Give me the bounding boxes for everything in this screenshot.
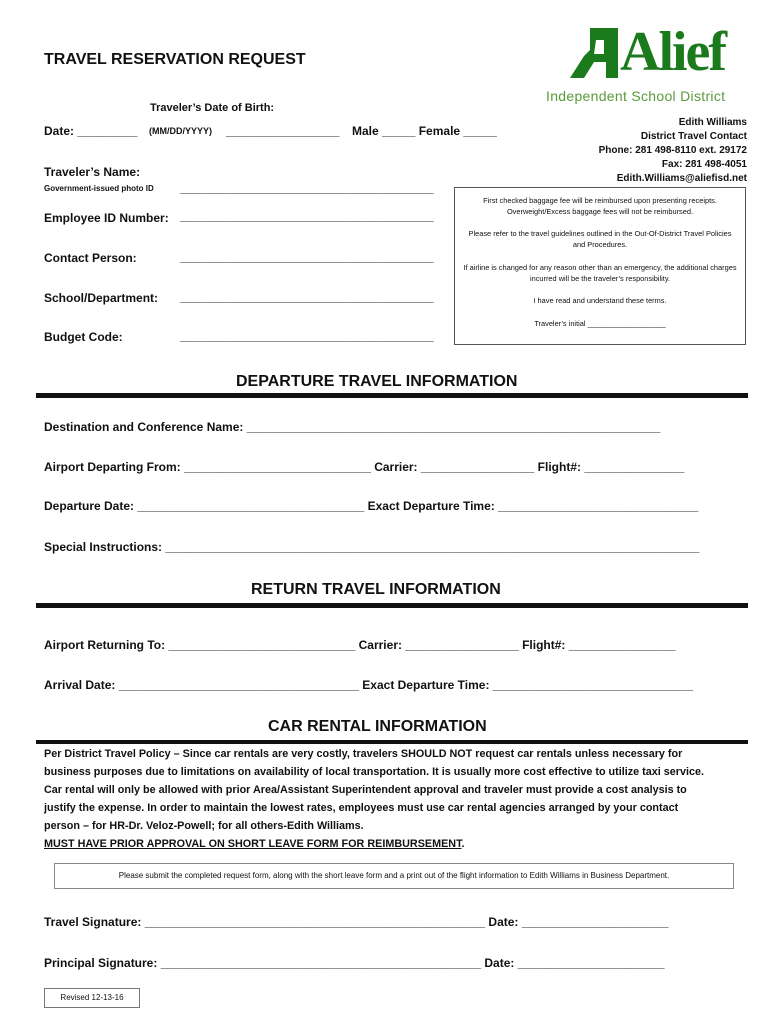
notice-baggage: First checked baggage fee will be reimbursed upon presenting receipts. Overweight/Excess baggage fees will not be reimbursed. xyxy=(483,196,717,216)
policy-line: business purposes due to limitations on availability of local transportation. It is usually more cost effective to utilize taxi service. xyxy=(44,766,704,778)
page-title: TRAVEL RESERVATION REQUEST xyxy=(44,51,306,68)
principal-signature-row[interactable]: Principal Signature: ________________________________________________ Date: ______________________ xyxy=(44,956,665,970)
school-department-label: School/Department: xyxy=(44,291,159,305)
gender-field[interactable]: Male _____ Female _____ xyxy=(352,124,497,138)
travel-signature-row[interactable]: Travel Signature: ___________________________________________________ Date: ______________________ xyxy=(44,915,669,929)
approval-requirement: MUST HAVE PRIOR APPROVAL ON SHORT LEAVE FORM FOR REIMBURSEMENT xyxy=(44,838,462,850)
arrival-date-row[interactable]: Arrival Date: ____________________________________ Exact Departure Time: ______________________________ xyxy=(44,678,693,692)
logo-subtitle: Independent School District xyxy=(546,88,726,104)
traveler-name-field[interactable]: ______________________________________ xyxy=(180,181,434,195)
revision-date: Revised 12-13-16 xyxy=(60,993,124,1002)
employee-id-field[interactable]: ______________________________________ xyxy=(180,209,434,223)
traveler-initial-field[interactable]: Traveler’s initial ___________________ xyxy=(534,319,666,328)
policy-line: person – for HR-Dr. Veloz-Powell; for all others-Edith Williams. xyxy=(44,820,364,832)
policy-approval-line xyxy=(44,835,734,853)
submit-instructions-box xyxy=(54,863,734,889)
logo-mark-icon xyxy=(570,28,618,86)
contact-name: Edith Williams xyxy=(678,117,747,128)
departure-heading: DEPARTURE TRAVEL INFORMATION xyxy=(236,373,518,390)
dob-format-hint: (MM/DD/YYYY) xyxy=(149,126,212,136)
contact-person-label: Contact Person: xyxy=(44,251,137,265)
special-instructions-field[interactable]: Special Instructions: ________________________________________________________________________________ xyxy=(44,540,700,554)
car-rental-rule xyxy=(36,740,748,744)
terms-notice-box xyxy=(454,187,746,345)
car-rental-policy xyxy=(44,745,734,853)
airport-departing-row[interactable]: Airport Departing From: ____________________________ Carrier: _________________ Flight#: _______________ xyxy=(44,460,685,474)
approval-period: . xyxy=(461,838,465,850)
airport-returning-row[interactable]: Airport Returning To: ____________________________ Carrier: _________________ Flight#: ________________ xyxy=(44,638,676,652)
notice-airline-change: If airline is changed for any reason other than an emergency, the additional charges incurred will be the traveler’s responsibility. xyxy=(463,263,737,283)
return-heading: RETURN TRAVEL INFORMATION xyxy=(251,581,501,598)
dob-label: Traveler’s Date of Birth: xyxy=(150,102,275,114)
contact-role: District Travel Contact xyxy=(640,131,747,142)
destination-field[interactable]: Destination and Conference Name: ______________________________________________________________ xyxy=(44,420,661,434)
policy-line: Per District Travel Policy – Since car rentals are very costly, travelers SHOULD NOT request car rentals unless necessary for xyxy=(44,748,683,760)
traveler-name-label: Traveler’s Name: xyxy=(44,165,141,179)
submit-instructions: Please submit the completed request form, along with the short leave form and a print out of the flight information to Edith Williams in Business Department. xyxy=(118,871,670,880)
employee-id-label: Employee ID Number: xyxy=(44,211,169,225)
notice-guidelines: Please refer to the travel guidelines outlined in the Out-Of-District Travel Policies and Procedures. xyxy=(468,229,732,249)
contact-person-field[interactable]: ______________________________________ xyxy=(180,250,434,264)
notice-acknowledge: I have read and understand these terms. xyxy=(533,296,667,305)
car-rental-heading: CAR RENTAL INFORMATION xyxy=(268,718,487,735)
school-department-field[interactable]: ______________________________________ xyxy=(180,290,434,304)
policy-line: Car rental will only be allowed with prior Area/Assistant Superintendent approval and traveler must provide a cost analysis to xyxy=(44,784,687,796)
departure-date-row[interactable]: Departure Date: __________________________________ Exact Departure Time: ______________________________ xyxy=(44,499,699,513)
budget-code-label: Budget Code: xyxy=(44,330,123,344)
logo-word: Alief xyxy=(620,21,726,83)
contact-email[interactable]: Edith.Williams@aliefisd.net xyxy=(616,173,747,184)
policy-line: justify the expense. In order to maintain the lowest rates, employees must use car rental agencies arranged by your contact xyxy=(44,802,679,814)
photo-id-note: Government-issued photo ID xyxy=(44,184,154,193)
dob-field[interactable]: _________________ xyxy=(226,124,340,138)
budget-code-field[interactable]: ______________________________________ xyxy=(180,329,434,343)
date-field[interactable]: Date: _________ xyxy=(44,124,138,138)
return-rule xyxy=(36,603,748,608)
alief-logo xyxy=(546,21,746,112)
revision-box xyxy=(44,988,140,1008)
contact-phone: Phone: 281 498-8110 ext. 29172 xyxy=(598,145,747,156)
contact-fax: Fax: 281 498-4051 xyxy=(661,159,747,170)
departure-rule xyxy=(36,393,748,398)
